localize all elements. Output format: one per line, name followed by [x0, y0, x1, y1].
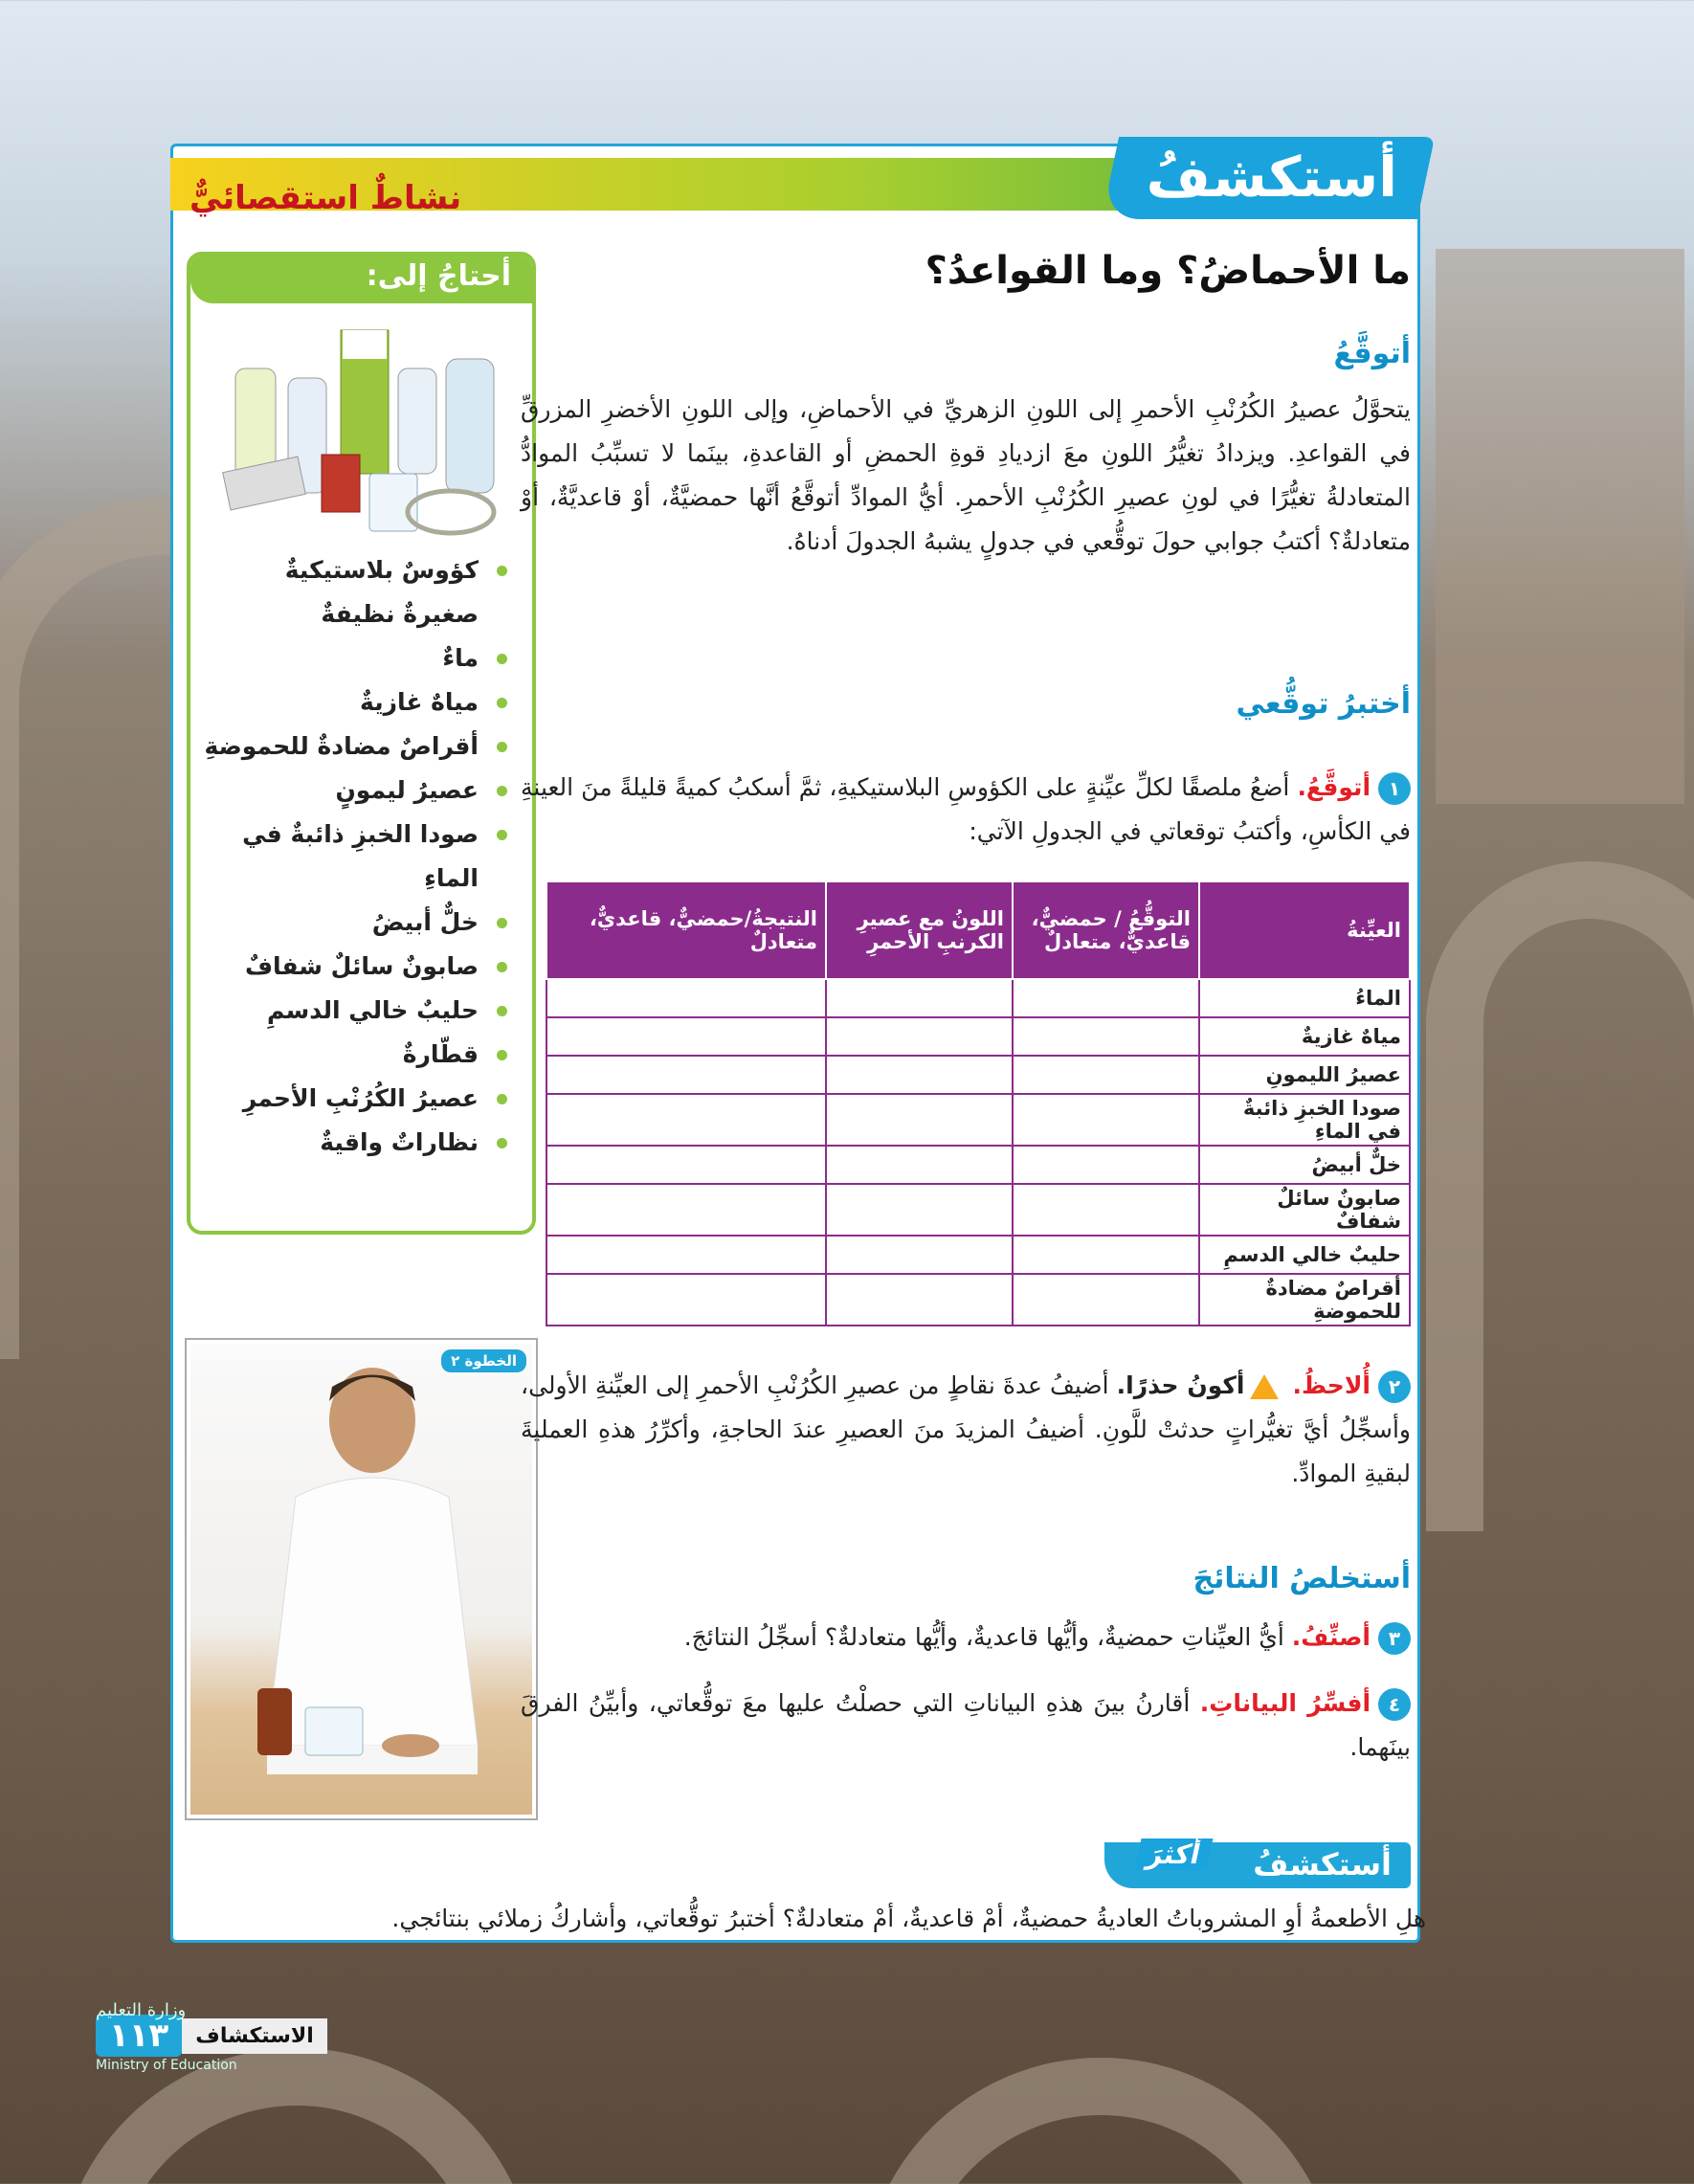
prediction-cell[interactable]: [1013, 979, 1199, 1017]
conclude-heading: أستخلصُ النتائجَ: [1192, 1562, 1411, 1595]
step-text: أضعُ ملصقًا لكلِّ عيِّنةٍ على الكؤوسِ البلاستيكيةِ، ثمَّ أسكبُ كميةً قليلةً منَ العينةِ في الكأسِ، وأكتبُ توقعاتي في الجدولِ الآتي:: [521, 773, 1411, 845]
result-cell[interactable]: [546, 1094, 826, 1146]
step-photo: [187, 1340, 536, 1818]
table-row: [546, 1236, 1410, 1274]
sample-cell: حليبٌ خالي الدسمِ: [1199, 1236, 1410, 1274]
step-keyword: أُلاحظُ.: [1292, 1371, 1371, 1399]
table-row: [546, 1274, 1410, 1326]
list-item: صابونٌ سائلٌ شفافٌ: [204, 945, 511, 989]
list-item: أقراصٌ مضادةٌ للحموضةِ: [204, 724, 511, 769]
materials-image: [200, 311, 523, 541]
list-item: نظاراتٌ واقيةٌ: [204, 1121, 511, 1165]
sample-cell: مياهٌ غازيةٌ: [1199, 1017, 1410, 1056]
activity-type: نشاطٌ استقصائيٌّ: [189, 179, 462, 217]
list-item: كؤوسٌ بلاستيكيةٌ صغيرةٌ نظيفةٌ: [204, 548, 511, 636]
table-header-row: [546, 881, 1410, 979]
result-cell[interactable]: [546, 1146, 826, 1184]
sample-cell: الماءُ: [1199, 979, 1410, 1017]
step-number: ١: [1378, 772, 1411, 805]
color-cell[interactable]: [826, 1274, 1013, 1326]
step-text: أضيفُ عدةَ نقاطٍ من عصيرِ الكُرُنْبِ الأحمرِ إلى العيِّنةِ الأولى، وأسجِّلُ أيَّ تغيُّراتٍ حدثتْ للَّونِ. أضيفُ المزيدَ منَ العصيرِ عندَ الحاجةِ، وأكرِّرُ هذهِ العمليةَ لبقيةِ الموادِّ.: [521, 1371, 1411, 1487]
step-number: ٣: [1378, 1622, 1411, 1655]
list-item: صودا الخبزِ ذائبةٌ في الماءِ: [204, 813, 511, 901]
step-text: أيُّ العيِّناتِ حمضيةٌ، وأيُّها قاعديةٌ، وأيُّها متعادلةٌ؟ أسجِّلُ النتائجَ.: [683, 1623, 1284, 1651]
activity-header: [170, 139, 1420, 215]
color-cell[interactable]: [826, 1017, 1013, 1056]
table-row: [546, 1017, 1410, 1056]
ministry-logo-text: وزارة التعليم: [96, 2000, 187, 2020]
step-3: [521, 1616, 1411, 1660]
sample-cell: صودا الخبزِ ذائبةٌ في الماءِ: [1199, 1094, 1410, 1146]
color-cell[interactable]: [826, 1236, 1013, 1274]
sample-cell: خلٌّ أبيضُ: [1199, 1146, 1410, 1184]
prediction-cell[interactable]: [1013, 1017, 1199, 1056]
test-heading: أختبرُ توقُّعي: [1236, 687, 1411, 721]
table-row: [546, 979, 1410, 1017]
sample-cell: صابونٌ سائلٌ شفافٌ: [1199, 1184, 1410, 1236]
column-header: التوقُّعُ / حمضيٌّ، قاعديٌّ، متعادلٌ: [1013, 881, 1199, 979]
materials-list: [190, 548, 532, 1165]
step-number: ٢: [1378, 1371, 1411, 1403]
step-4: [521, 1682, 1411, 1770]
ministry-logo-text-en: Ministry of Education: [96, 2058, 237, 2073]
prediction-cell[interactable]: [1013, 1184, 1199, 1236]
chapter-name: الاستكشاف: [182, 2018, 327, 2054]
background-arch: [861, 2058, 1340, 2184]
sample-cell: أقراصٌ مضادةٌ للحموضةِ: [1199, 1274, 1410, 1326]
color-cell[interactable]: [826, 1184, 1013, 1236]
bottles-illustration: [197, 311, 523, 541]
table-row: [546, 1146, 1410, 1184]
caution-icon: [1250, 1374, 1279, 1399]
list-item: عصيرُ ليمونٍ: [204, 769, 511, 813]
explore-more-banner: [546, 1839, 1411, 1888]
step-number: ٤: [1378, 1688, 1411, 1721]
list-item: مياهٌ غازيةٌ: [204, 680, 511, 724]
list-item: قطّارةٌ: [204, 1033, 511, 1077]
color-cell[interactable]: [826, 1146, 1013, 1184]
list-item: عصيرُ الكُرُنْبِ الأحمرِ: [204, 1077, 511, 1121]
result-cell[interactable]: [546, 979, 826, 1017]
column-header: العيِّنةُ: [1199, 881, 1410, 979]
prediction-cell[interactable]: [1013, 1094, 1199, 1146]
step-1: [521, 766, 1411, 854]
page-number: ١١٣: [96, 2015, 182, 2057]
list-item: حليبٌ خالي الدسمِ: [204, 989, 511, 1033]
result-cell[interactable]: [546, 1274, 826, 1326]
list-item: خلٌّ أبيضُ: [204, 901, 511, 945]
explore-more-text: هلِ الأطعمةُ أوِ المشروباتُ العاديةُ حمضيةٌ، أمْ قاعديةٌ، أمْ متعادلةٌ؟ أختبرُ توقُّعاتي، وأشاركُ زملائي بنتائجي.: [391, 1905, 1426, 1932]
materials-heading: أحتاجُ إلى:: [190, 256, 532, 303]
student-illustration: [190, 1344, 532, 1815]
materials-sidebar: [187, 252, 536, 1235]
step-text: أقارنُ بينَ هذهِ البياناتِ التي حصلْتُ عليها معَ توقُّعاتي، وأبيِّنُ الفرقَ بينَهما.: [521, 1689, 1411, 1761]
prediction-cell[interactable]: [1013, 1236, 1199, 1274]
column-header: اللونُ مع عصيرِ الكرنبِ الأحمرِ: [826, 881, 1013, 979]
list-item: ماءٌ: [204, 636, 511, 680]
result-cell[interactable]: [546, 1056, 826, 1094]
color-cell[interactable]: [826, 1056, 1013, 1094]
banner-title: أستكشفُ: [1253, 1846, 1392, 1883]
result-cell[interactable]: [546, 1017, 826, 1056]
prediction-cell[interactable]: [1013, 1056, 1199, 1094]
table-row: [546, 1094, 1410, 1146]
result-cell[interactable]: [546, 1236, 826, 1274]
table-row: [546, 1184, 1410, 1236]
step-2: [521, 1364, 1411, 1496]
background-column: [1436, 249, 1684, 804]
step-keyword: أصنِّفُ.: [1291, 1623, 1371, 1651]
result-cell[interactable]: [546, 1184, 826, 1236]
prediction-cell[interactable]: [1013, 1146, 1199, 1184]
prediction-cell[interactable]: [1013, 1274, 1199, 1326]
color-cell[interactable]: [826, 979, 1013, 1017]
predict-paragraph: يتحوَّلُ عصيرُ الكُرُنْبِ الأحمرِ إلى اللونِ الزهريِّ في الأحماضِ، وإلى اللونِ الأخضرِ المزرقِّ في القواعدِ. ويزدادُ تغيُّرُ اللونِ معَ ازديادِ قوةِ الحمضِ أو القاعدةِ، بينَما لا تسبِّبُ الموادُّ المتعادلةُ تغيُّرًا في لونِ عصيرِ الكُرُنْبِ الأحمرِ. أيُّ الموادِّ أتوقَّعُ أنَّها حمضيَّةٌ، أوْ قاعديَّةٌ، أوْ متعادلةٌ؟ أكتبُ جوابي حولَ توقُّعي في جدولٍ يشبهُ الجدولَ أدناهُ.: [521, 395, 1411, 555]
step-badge: الخطوة ٢: [441, 1349, 526, 1372]
column-header: النتيجةُ/حمضيٌّ، قاعديٌّ، متعادلٌ: [546, 881, 826, 979]
page-footer: [96, 2015, 327, 2057]
step-keyword: أتوقَّعُ.: [1297, 773, 1371, 801]
activity-title: أستكشفُ: [1146, 145, 1397, 210]
background-arch: [1426, 861, 1694, 1531]
page-title: ما الأحماضُ؟ وما القواعدُ؟: [925, 249, 1411, 293]
predictions-table: [546, 880, 1411, 1326]
banner-keyword: أكثرَ: [1135, 1839, 1214, 1870]
step-keyword: أفسِّرُ البياناتِ.: [1199, 1689, 1371, 1717]
caution-label: أكونُ حذرًا.: [1116, 1371, 1245, 1399]
predict-heading: أتوقَّعُ: [1333, 337, 1411, 370]
color-cell[interactable]: [826, 1094, 1013, 1146]
sample-cell: عصيرُ الليمونِ: [1199, 1056, 1410, 1094]
table-row: [546, 1056, 1410, 1094]
